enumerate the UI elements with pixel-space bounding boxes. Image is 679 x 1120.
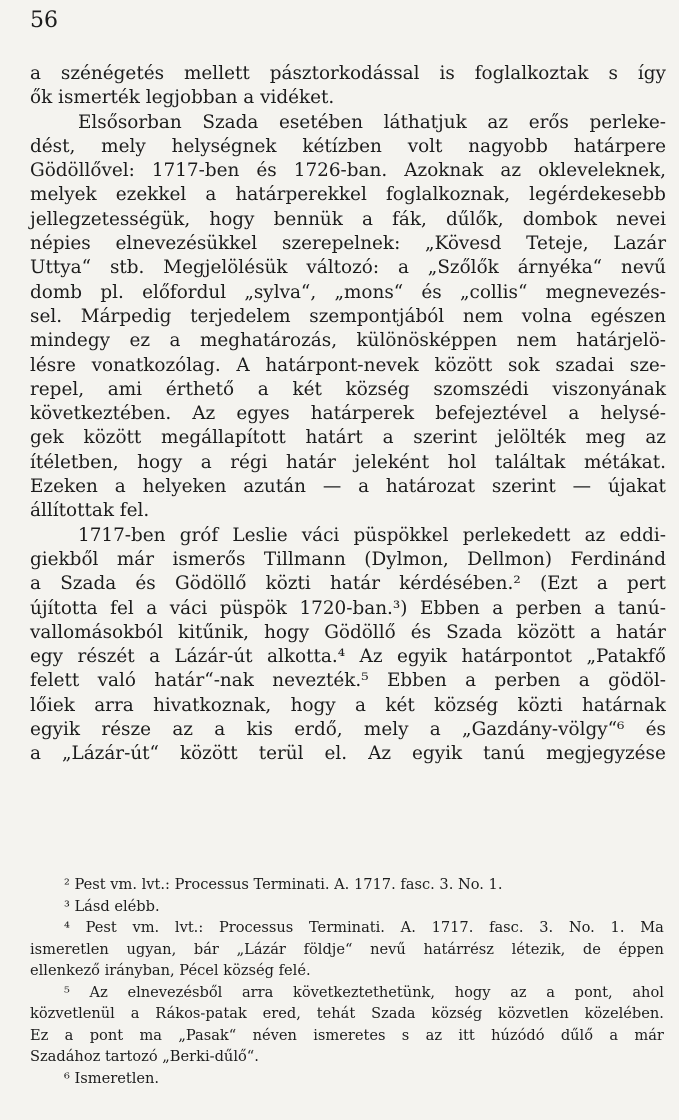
text-line: népies elnevezésükkel szerepelnek: „Kövesd Teteje, Lazár	[30, 233, 666, 255]
text-line: lőiek arra hivatkoznak, hogy a két község közti határnak	[30, 694, 666, 716]
text-line: mindegy ez a meghatározás, különösképpen nem határjelö-	[30, 330, 666, 352]
text-line: dést, mely helységnek kétízben volt nagyobb határpere	[30, 135, 666, 157]
footnotes	[30, 874, 664, 1089]
text-line: lésre vonatkozólag. A határpont-nevek között sok szadai sze-	[30, 354, 666, 376]
text-line: állítottak fel.	[30, 500, 150, 522]
footnote-line: ² Pest vm. lvt.: Processus Terminati. A. 1717. fasc. 3. No. 1.	[64, 876, 503, 893]
text-line: Elsősorban Szada esetében láthatjuk az erős perleke-	[78, 111, 666, 133]
footnote-line: ⁴ Pest vm. lvt.: Processus Terminati. A. 1717. fasc. 3. No. 1. Ma	[64, 919, 664, 936]
text-line: következtében. Az egyes határperek befejeztével a helysé-	[30, 403, 666, 425]
text-line: sel. Márpedig terjedelem szempontjából nem volna egészen	[30, 305, 666, 327]
text-line: 1717-ben gróf Leslie váci püspökkel perlekedett az eddi-	[78, 524, 666, 546]
text-line: repel, ami érthető a két község szomszédi viszonyának	[30, 378, 666, 400]
footnote-line: ellenkező irányban, Pécel község felé.	[30, 962, 311, 979]
text-line: a „Lázár-út“ között terül el. Az egyik tanú megjegyzése	[30, 743, 666, 765]
page-number: 56	[30, 8, 58, 33]
footnote-line: ³ Lásd elébb.	[64, 897, 160, 915]
text-line: egy részét a Lázár-út alkotta.⁴ Az egyik határpontot „Patakfő	[30, 646, 666, 668]
footnote-line: közvetlenül a Rákos-patak ered, tehát Szada község közvetlen közelében.	[30, 1005, 664, 1022]
text-line: egyik része az a kis erdő, mely a „Gazdány-völgy“⁶ és	[30, 719, 666, 741]
text-line: Uttya“ stb. Megjelölésük változó: a „Szőlők árnyéka“ nevű	[30, 257, 666, 279]
text-line: a Szada és Gödöllő közti határ kérdésében.² (Ezt a pert	[30, 573, 666, 595]
text-line: giekből már ismerős Tillmann (Dylmon, Dellmon) Ferdinánd	[30, 548, 666, 570]
text-line: jellegzetességük, hogy bennük a fák, dűlők, dombok nevei	[30, 208, 666, 230]
text-line: domb pl. előfordul „sylva“, „mons“ és „collis“ megnevezés-	[30, 281, 666, 303]
text-line: melyek ezekkel a határperekkel foglalkoznak, legérdekesebb	[30, 184, 666, 206]
text-line: a szénégetés mellett pásztorkodással is foglalkoztak s így	[30, 63, 666, 84]
text-line: ők ismerték legjobban a vidéket.	[30, 87, 335, 109]
text-line: Gödöllővel: 1717-ben és 1726-ban. Azoknak az okleveleknek,	[30, 160, 666, 182]
text-line: vallomásokból kitűnik, hogy Gödöllő és Szada között a határ	[30, 621, 666, 643]
text-line: felett való határ“-nak nevezték.⁵ Ebben a perben a gödöl-	[30, 670, 666, 692]
text-line: ítéletben, hogy a régi határ jeleként hol találtak métákat.	[30, 451, 666, 473]
footnote-line: ⁵ Az elnevezésből arra következtethetünk, hogy az a pont, ahol	[64, 983, 664, 1001]
body-text	[30, 62, 666, 767]
footnote-line: ⁶ Ismeretlen.	[64, 1069, 160, 1087]
footnote-line: ismeretlen ugyan, bár „Lázár földje“ nevű határrész létezik, de éppen	[30, 940, 664, 958]
text-line: gek között megállapított határt a szerint jelölték meg az	[30, 427, 666, 449]
footnote-line: Ez a pont ma „Pasak“ néven ismeretes s az itt húzódó dűlő a már	[30, 1026, 664, 1044]
text-line: Ezeken a helyeken azután — a határozat szerint — újakat	[30, 476, 666, 498]
text-line: újította fel a váci püspök 1720-ban.³) Ebben a perben a tanú-	[30, 597, 666, 619]
footnote-line: Szadához tartozó „Berki-dűlő“.	[30, 1048, 259, 1065]
